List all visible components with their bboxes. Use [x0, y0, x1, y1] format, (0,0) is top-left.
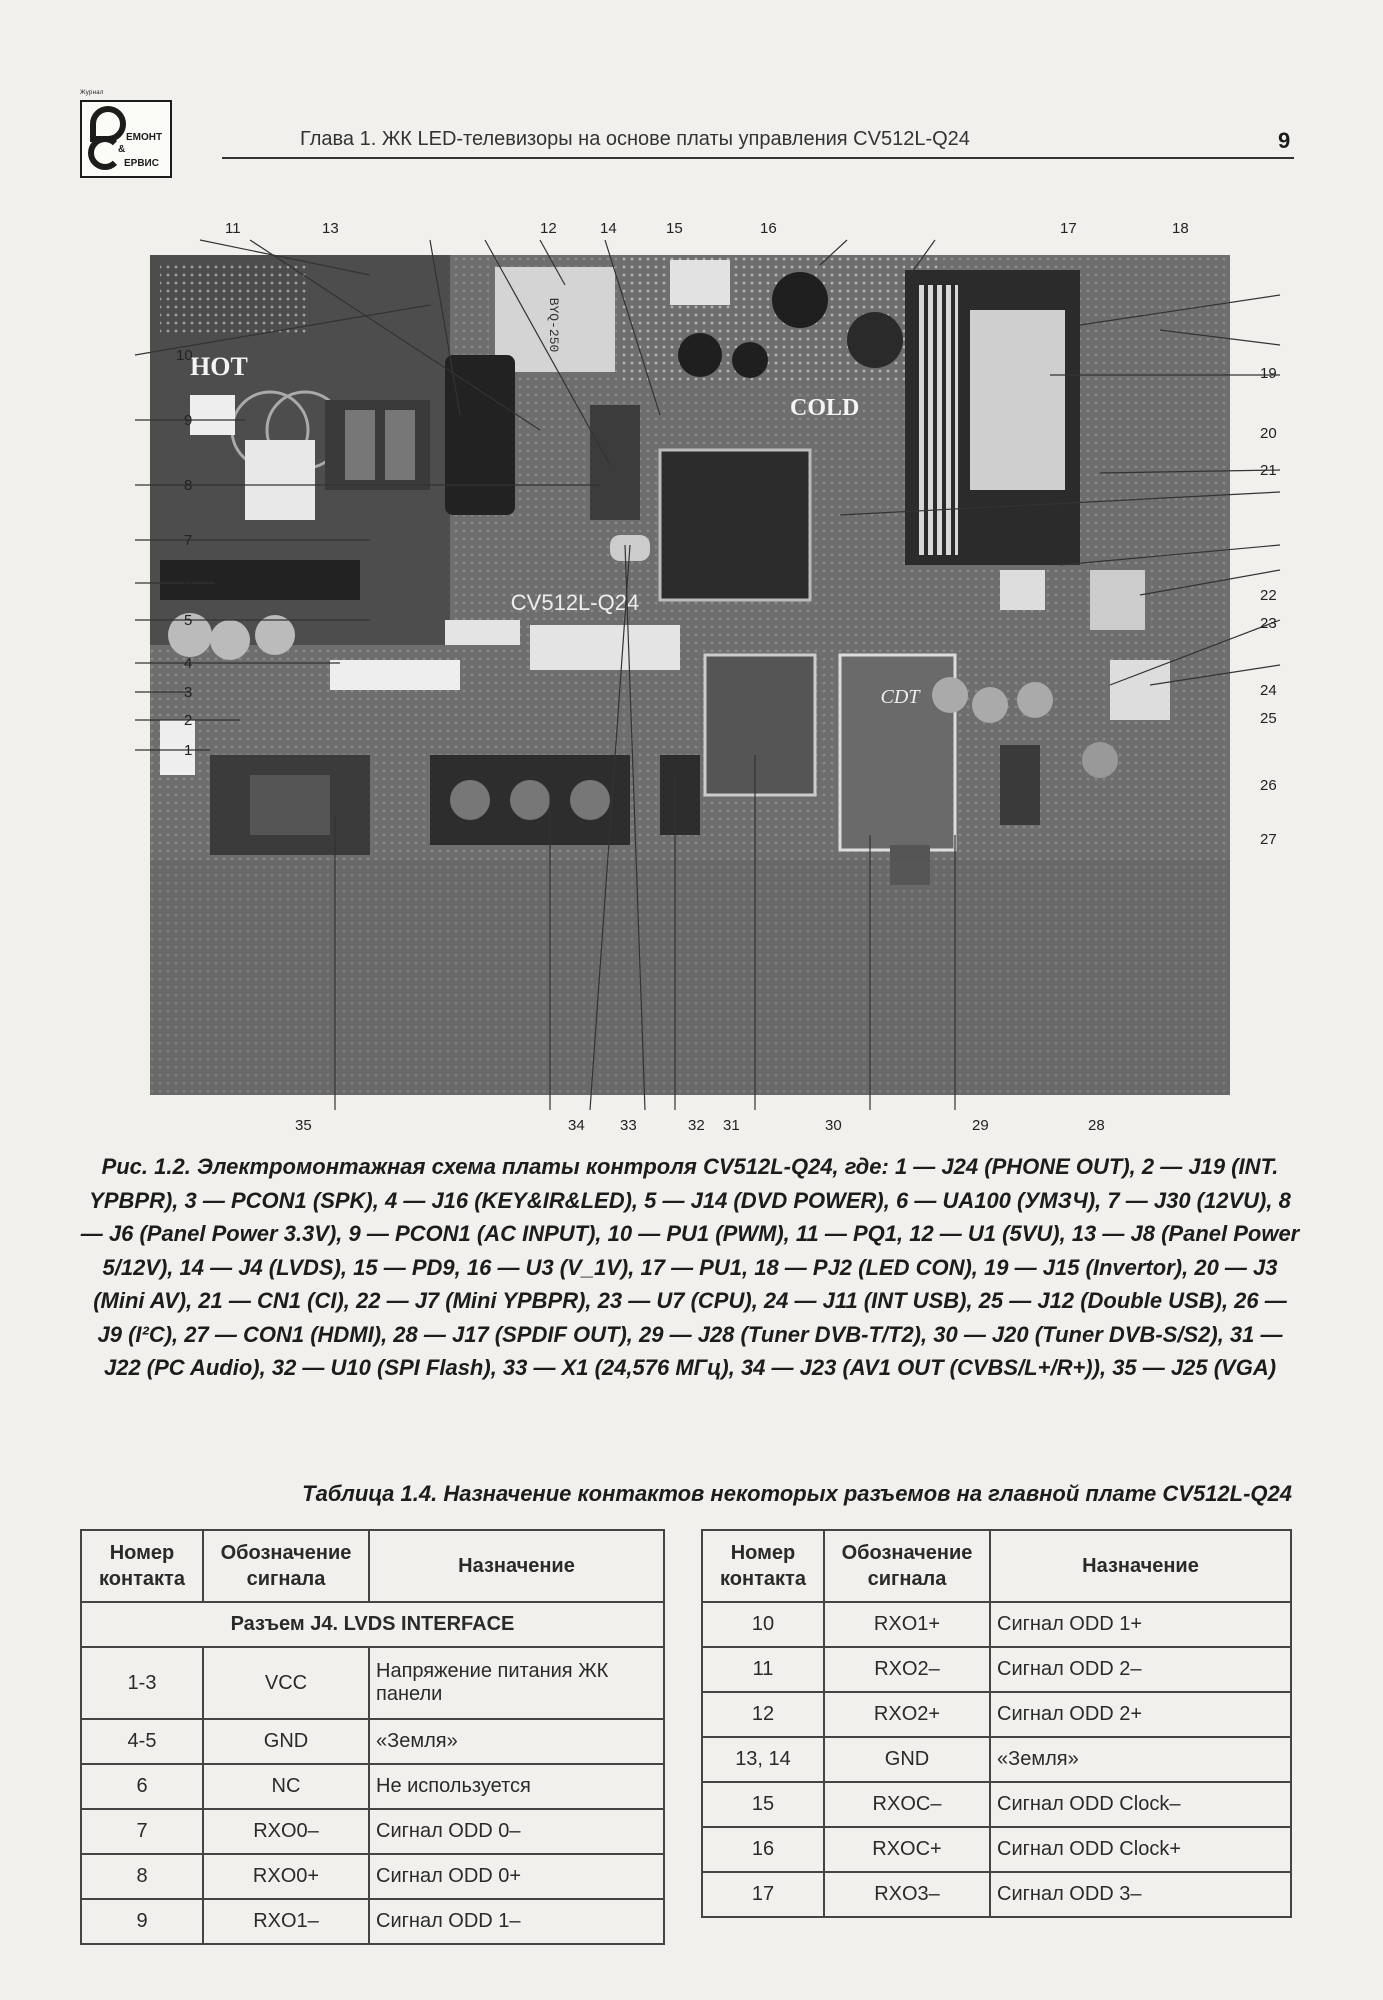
header-signal: Обозначение сигнала — [203, 1530, 369, 1602]
callout-25: 25 — [1260, 710, 1277, 727]
pin-cell: 6 — [81, 1764, 203, 1809]
header-pin: Номер контакта — [702, 1530, 824, 1602]
board-label-hot: HOT — [190, 352, 248, 381]
signal-cell: GND — [203, 1719, 369, 1764]
purpose-cell: «Земля» — [369, 1719, 664, 1764]
magazine-logo — [80, 100, 172, 178]
pin-cell: 12 — [702, 1692, 824, 1737]
callout-26: 26 — [1260, 777, 1277, 794]
purpose-cell: Сигнал ODD 3– — [990, 1872, 1291, 1917]
callout-12: 12 — [540, 220, 557, 237]
callout-6: 6 — [184, 575, 193, 592]
table-row — [81, 1647, 664, 1719]
board-photo — [100, 215, 1290, 1135]
callout-9: 9 — [184, 412, 193, 429]
header-purpose: Назначение — [369, 1530, 664, 1602]
signal-cell: NC — [203, 1764, 369, 1809]
callout-23: 23 — [1260, 615, 1277, 632]
section-row — [81, 1602, 664, 1647]
chapter-title: Глава 1. ЖК LED-телевизоры на основе платы управления CV512L-Q24 — [300, 128, 970, 150]
header-signal: Обозначение сигнала — [824, 1530, 990, 1602]
signal-cell: RXOC– — [824, 1782, 990, 1827]
signal-cell: RXO2+ — [824, 1692, 990, 1737]
header-rule — [222, 157, 1294, 159]
table-header-row — [81, 1530, 664, 1602]
callout-21: 21 — [1260, 462, 1277, 479]
purpose-cell: Сигнал ODD Clock– — [990, 1782, 1291, 1827]
callout-30: 30 — [825, 1117, 842, 1134]
pin-cell: 15 — [702, 1782, 824, 1827]
purpose-cell: Сигнал ODD Clock+ — [990, 1827, 1291, 1872]
pin-cell: 10 — [702, 1602, 824, 1647]
callout-1: 1 — [184, 742, 193, 759]
callout-27: 27 — [1260, 831, 1277, 848]
callout-2: 2 — [184, 712, 193, 729]
callout-28: 28 — [1088, 1117, 1105, 1134]
table-title: Таблица 1.4. Назначение контактов некоторых разъемов на главной плате CV512L-Q24 — [302, 1481, 1292, 1506]
callout-33: 33 — [620, 1117, 637, 1134]
bulk-capacitor — [445, 355, 515, 515]
callout-32: 32 — [688, 1117, 705, 1134]
table-row — [702, 1782, 1291, 1827]
table-row — [702, 1872, 1291, 1917]
signal-cell: RXO3– — [824, 1872, 990, 1917]
power-input-connector — [245, 440, 315, 520]
logo-word-2: ЕРВИС — [124, 158, 159, 169]
table-row — [702, 1647, 1291, 1692]
pin-cell: 8 — [81, 1854, 203, 1899]
hdmi-port — [1110, 660, 1170, 720]
callout-14: 14 — [600, 220, 617, 237]
signal-cell: RXO1– — [203, 1899, 369, 1944]
board-label-model: CV512L-Q24 — [510, 590, 640, 615]
callout-19: 19 — [1260, 365, 1277, 382]
callout-4: 4 — [184, 655, 193, 672]
table-row — [81, 1899, 664, 1944]
logo-word-1: ЕМОНТ — [126, 132, 163, 143]
table-row — [81, 1809, 664, 1854]
pin-cell: 11 — [702, 1647, 824, 1692]
cpu-chip — [660, 450, 810, 600]
pin-cell: 17 — [702, 1872, 824, 1917]
purpose-cell: Сигнал ODD 0+ — [369, 1854, 664, 1899]
table-row — [702, 1692, 1291, 1737]
pin-cell: 7 — [81, 1809, 203, 1854]
purpose-cell: Сигнал ODD 1+ — [990, 1602, 1291, 1647]
callout-22: 22 — [1260, 587, 1277, 604]
signal-cell: RXO2– — [824, 1647, 990, 1692]
tuner-dvb-s — [705, 655, 815, 795]
page-number: 9 — [1278, 128, 1291, 153]
table-header-row — [702, 1530, 1291, 1602]
table-row — [81, 1854, 664, 1899]
table-row — [81, 1764, 664, 1809]
pin-cell: 13, 14 — [702, 1737, 824, 1782]
callout-15: 15 — [666, 220, 683, 237]
pin-cell: 9 — [81, 1899, 203, 1944]
callout-24: 24 — [1260, 682, 1277, 699]
section-title: Разъем J4. LVDS INTERFACE — [81, 1602, 664, 1647]
pin-table-left — [80, 1529, 665, 1945]
signal-cell: GND — [824, 1737, 990, 1782]
pin-cell: 16 — [702, 1827, 824, 1872]
purpose-cell: Сигнал ODD 1– — [369, 1899, 664, 1944]
callout-29: 29 — [972, 1117, 989, 1134]
figure-caption: Рис. 1.2. Электромонтажная схема платы контроля CV512L-Q24, где: 1 — J24 (PHONE OUT), 2 — J19 (INT. YPBPR), 3 — PCON1 (SPK), 4 — J16 (KEY&IR&LED), 5 — J14 (DVD POWER), 6 — UA100 (УМЗЧ), 7 — J30 (12VU), 8 — J6 (Panel Power 3.3V), 9 — PCON1 (AC INPUT), 10 — PU1 (PWM), 11 — PQ1, 12 — U1 (5VU), 13 — J8 (Panel Power 5/12V), 14 — J4 (LVDS), 15 — PD9, 16 — U3 (V_1V), 17 — PU1, 18 — PJ2 (LED CON), 19 — J15 (Invertor), 20 — J3 (Mini AV), 21 — CN1 (CI), 22 — J7 (Mini YPBPR), 23 — U7 (CPU), 24 — J11 (INT USB), 25 — J12 (Double USB), 26 — J9 (I²C), 27 — CON1 (HDMI), 28 — J17 (SPDIF OUT), 29 — J28 (Tuner DVB-T/T2), 30 — J20 (Tuner DVB-S/S2), 31 — J22 (PC Audio), 32 — U10 (SPI Flash), 33 — X1 (24,576 МГц), 34 — J23 (AV1 OUT (CVBS/L+/R+)), 35 — J25 (VGA) — [80, 1154, 1300, 1380]
logo-ampersand: & — [118, 144, 126, 155]
purpose-cell: Не используется — [369, 1764, 664, 1809]
callout-31: 31 — [723, 1117, 740, 1134]
callout-5: 5 — [184, 612, 193, 629]
purpose-cell: «Земля» — [990, 1737, 1291, 1782]
callout-3: 3 — [184, 684, 193, 701]
table-row — [702, 1827, 1291, 1872]
callout-35: 35 — [295, 1117, 312, 1134]
purpose-cell: Сигнал ODD 0– — [369, 1809, 664, 1854]
pin-cell: 1-3 — [81, 1647, 203, 1719]
usb-port — [1090, 570, 1145, 630]
callout-7: 7 — [184, 532, 193, 549]
callout-16: 16 — [760, 220, 777, 237]
header-purpose: Назначение — [990, 1530, 1291, 1602]
magazine-label: Журнал — [80, 90, 104, 96]
table-row — [702, 1737, 1291, 1782]
board-figure — [100, 215, 1290, 1135]
pin-table-right — [701, 1529, 1292, 1918]
callout-13: 13 — [322, 220, 339, 237]
signal-cell: VCC — [203, 1647, 369, 1719]
header-pin: Номер контакта — [81, 1530, 203, 1602]
board-label-cold: COLD — [790, 395, 860, 421]
purpose-cell: Напряжение питания ЖК панели — [369, 1647, 664, 1719]
signal-cell: RXO0+ — [203, 1854, 369, 1899]
table-row — [81, 1719, 664, 1764]
callout-11: 11 — [225, 220, 241, 237]
pin-cell: 4-5 — [81, 1719, 203, 1764]
callout-18: 18 — [1172, 220, 1189, 237]
callout-17: 17 — [1060, 220, 1077, 237]
purpose-cell: Сигнал ODD 2– — [990, 1647, 1291, 1692]
signal-cell: RXO1+ — [824, 1602, 990, 1647]
signal-cell: RXO0– — [203, 1809, 369, 1854]
callout-34: 34 — [568, 1117, 585, 1134]
logo-letter-s — [88, 136, 122, 170]
table-row — [702, 1602, 1291, 1647]
signal-cell: RXOC+ — [824, 1827, 990, 1872]
callout-10: 10 — [176, 347, 193, 364]
board-label-cdt: CDT — [880, 686, 920, 708]
transformer-label: BYQ-250 — [546, 297, 561, 353]
purpose-cell: Сигнал ODD 2+ — [990, 1692, 1291, 1737]
callout-8: 8 — [184, 477, 193, 494]
callout-20: 20 — [1260, 425, 1277, 442]
